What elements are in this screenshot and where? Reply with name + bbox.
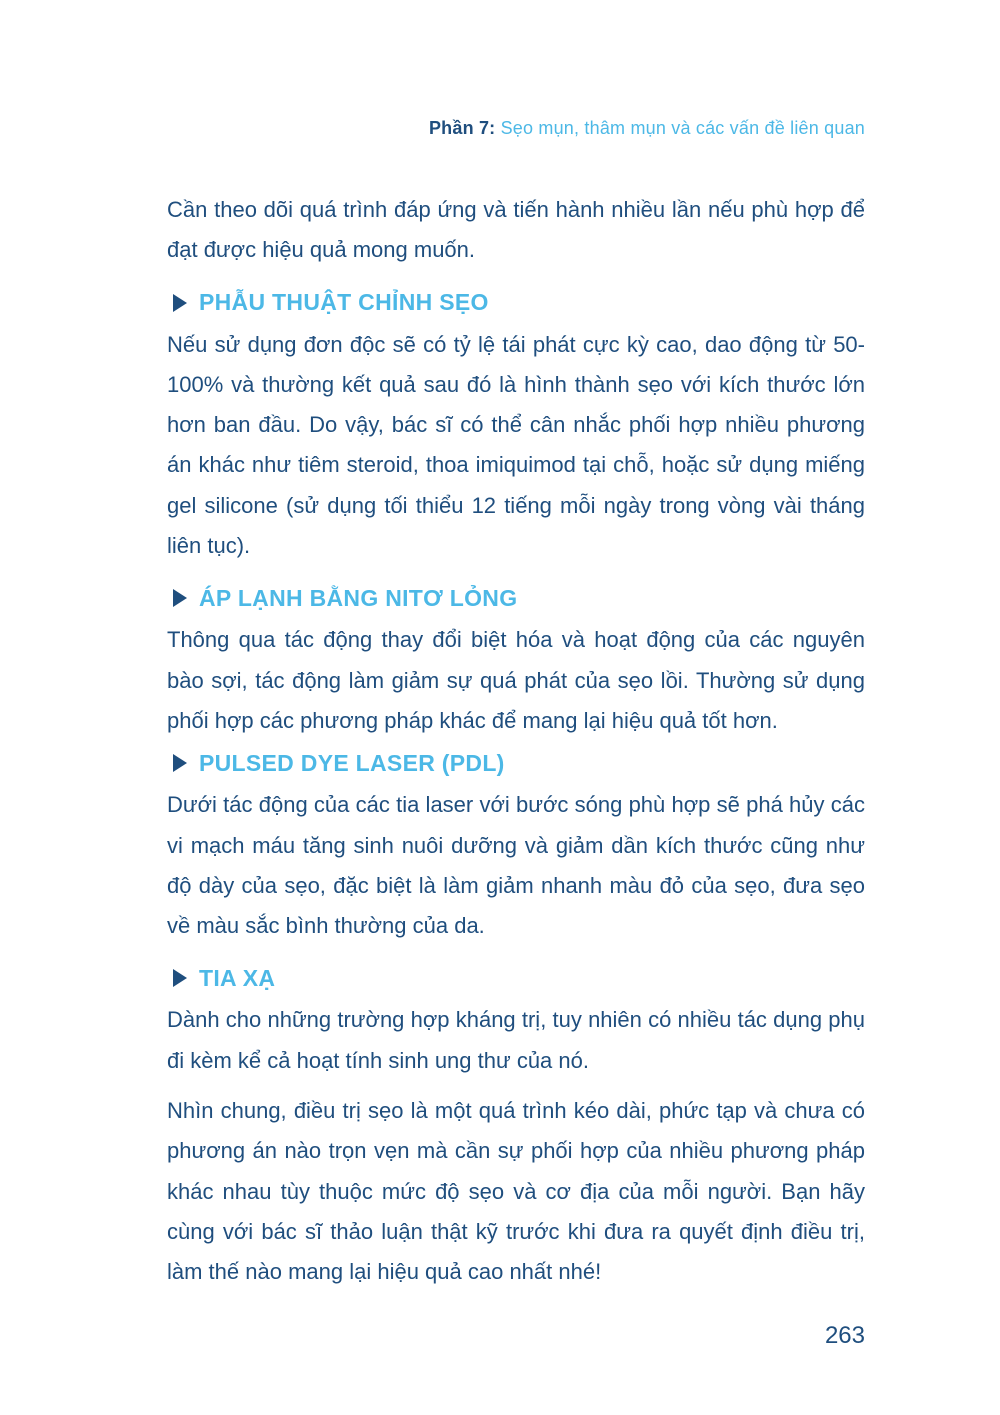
section-heading-label: PULSED DYE LASER (PDL) bbox=[199, 749, 505, 776]
section-heading-cryotherapy bbox=[167, 576, 865, 620]
running-header bbox=[429, 118, 865, 139]
conclusion-paragraph: Nhìn chung, điều trị sẹo là một quá trình kéo dài, phức tạp và chưa có phương án nào trọn vẹn mà cần sự phối hợp của nhiều phương pháp khác nhau tùy thuộc mức độ sẹo và cơ địa của mỗi người. Bạn hãy cùng với bác sĩ thảo luận thật kỹ trước khi đưa ra quyết định điều trị, làm thế nào mang lại hiệu quả cao nhất nhé! bbox=[167, 1098, 865, 1285]
page-content bbox=[167, 190, 865, 1293]
section-heading-scar-surgery bbox=[167, 281, 865, 325]
section-heading-pdl bbox=[167, 741, 865, 785]
section-body-scar-surgery: Nếu sử dụng đơn độc sẽ có tỷ lệ tái phát cực kỳ cao, dao động từ 50-100% và thường kết quả sau đó là hình thành sẹo với kích thước lớn hơn ban đầu. Do vậy, bác sĩ có thể cân nhắc phối hợp nhiều phương án khác như tiêm steroid, thoa imiquimod tại chỗ, hoặc sử dụng miếng gel silicone (sử dụng tối thiểu 12 tiếng mỗi ngày trong vòng vài tháng liên tục). bbox=[167, 331, 865, 559]
triangle-bullet-icon bbox=[173, 969, 187, 987]
intro-paragraph: Cần theo dõi quá trình đáp ứng và tiến hành nhiều lần nếu phù hợp để đạt được hiệu quả mong muốn. bbox=[167, 197, 865, 263]
section-body-pdl: Dưới tác động của các tia laser với bước sóng phù hợp sẽ phá hủy các vi mạch máu tăng sinh nuôi dưỡng và giảm dần kích thước cũng như độ dày của sẹo, đặc biệt là làm giảm nhanh màu đỏ của sẹo, đưa sẹo về màu sắc bình thường của da. bbox=[167, 792, 865, 939]
triangle-bullet-icon bbox=[173, 589, 187, 607]
section-heading-label: ÁP LẠNH BẰNG NITƠ LỎNG bbox=[199, 584, 518, 611]
triangle-bullet-icon bbox=[173, 754, 187, 772]
section-heading-label: PHẪU THUẬT CHỈNH SẸO bbox=[199, 289, 489, 316]
part-label: Phần 7: bbox=[428, 118, 496, 138]
chapter-title: Sẹo mụn, thâm mụn và các vấn đề liên quan bbox=[500, 118, 865, 138]
section-heading-radiation bbox=[167, 956, 865, 1000]
triangle-bullet-icon bbox=[173, 294, 187, 312]
section-body-radiation: Dành cho những trường hợp kháng trị, tuy nhiên có nhiều tác dụng phụ đi kèm kể cả hoạt tính sinh ung thư của nó. bbox=[167, 1007, 865, 1073]
section-heading-label: TIA XẠ bbox=[199, 964, 276, 991]
section-body-cryotherapy: Thông qua tác động thay đổi biệt hóa và hoạt động của các nguyên bào sợi, tác động làm giảm sự quá phát của sẹo lồi. Thường sử dụng phối hợp các phương pháp khác để mang lại hiệu quả tốt hơn. bbox=[167, 627, 865, 733]
page-number: 263 bbox=[824, 1322, 865, 1349]
